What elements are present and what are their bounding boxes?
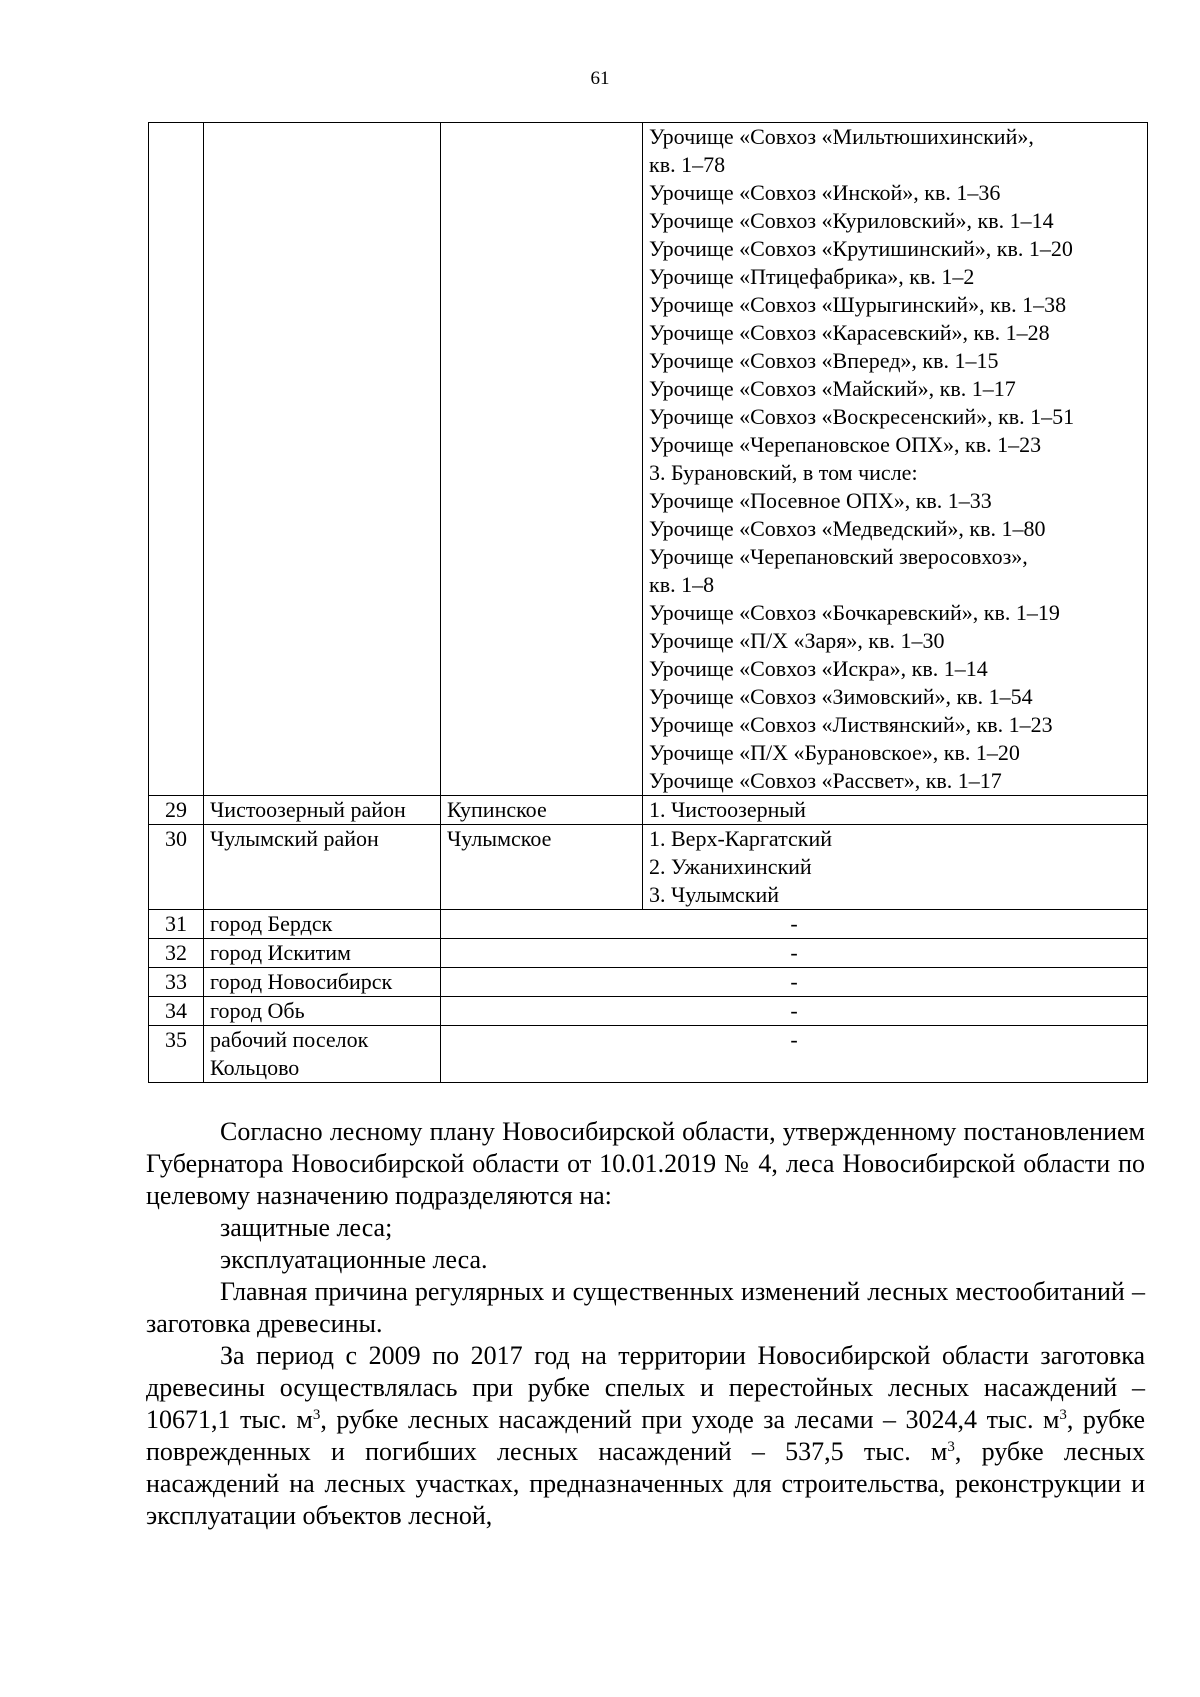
list-item-protective-forests: защитные леса; [220,1213,393,1242]
locality-line: Урочище «Совхоз «Карасевский», кв. 1–28 [649,320,1050,345]
cell-text: 35 [165,1027,187,1052]
empty-value-cell [441,997,1148,1026]
locality-line: 2. Ужанихинский [649,854,812,879]
locality-line: Урочище «Совхоз «Крутишинский», кв. 1–20 [649,236,1073,261]
num-cell [149,1026,204,1083]
forest-districts-table [148,122,1148,1083]
locality-line: Урочище «Совхоз «Мильтюшихинский», [649,124,1034,149]
superscript-cubic-3: 3 [947,1439,955,1455]
forestry-cell [441,825,643,910]
table-row [149,910,1148,939]
harvest-text-c: , рубке поврежденных и погибших лесных насаждений – 537,5 тыс. м [146,1405,1145,1466]
cell-text: Чулымский район [210,826,379,851]
locality-line: Урочище «Черепановский зверосовхоз», [649,544,1028,569]
cell-text: 30 [165,826,187,851]
locality-line: Урочище «Совхоз «Майский», кв. 1–17 [649,376,1016,401]
localities-cell [643,825,1148,910]
district-line: город Искитим [210,940,351,965]
locality-line: Урочище «Совхоз «Зимовский», кв. 1–54 [649,684,1033,709]
cell-text: - [790,940,798,965]
district-line: город Бердск [210,911,333,936]
localities-cell [643,123,1148,796]
localities-cell [643,796,1148,825]
locality-line: Урочище «Совхоз «Инской», кв. 1–36 [649,180,1001,205]
locality-line: Урочище «Совхоз «Вперед», кв. 1–15 [649,348,999,373]
district-cell [204,939,441,968]
locality-line: Урочище «Птицефабрика», кв. 1–2 [649,264,975,289]
cell-text: - [790,911,798,936]
num-cell [149,939,204,968]
locality-line: Урочище «Совхоз «Бочкаревский», кв. 1–19 [649,600,1060,625]
paragraph-main-cause: Главная причина регулярных и существенных изменений лесных местообитаний – заготовка древесины. [146,1277,1145,1338]
harvest-text-b: , рубке лесных насаждений при уходе за лесами – 3024,4 тыс. м [320,1405,1060,1434]
locality-line: Урочище «Посевное ОПХ», кв. 1–33 [649,488,992,513]
empty-value-cell [441,939,1148,968]
cell-text: 32 [165,940,187,965]
locality-line: Урочище «Совхоз «Медведский», кв. 1–80 [649,516,1046,541]
district-cell [204,796,441,825]
locality-line: кв. 1–78 [649,152,726,177]
district-line: Кольцово [210,1055,300,1080]
num-cell [149,123,204,796]
cell-text: Чистоозерный район [210,797,406,822]
cell-text: - [790,998,798,1023]
locality-line: Урочище «Совхоз «Искра», кв. 1–14 [649,656,988,681]
locality-line: Урочище «Совхоз «Листвянский», кв. 1–23 [649,712,1053,737]
superscript-cubic-1: 3 [312,1407,321,1423]
table-row [149,825,1148,910]
page-number: 61 [590,68,610,89]
cell-text: 34 [165,998,187,1023]
num-cell [149,825,204,910]
district-line: рабочий поселок [210,1027,369,1052]
district-line: город Новосибирск [210,969,393,994]
cell-text: Чулымское [447,826,552,851]
table-row [149,1026,1148,1083]
locality-line: кв. 1–8 [649,572,715,597]
district-line: город Обь [210,998,305,1023]
superscript-cubic-2: 3 [1059,1407,1067,1423]
table-row [149,997,1148,1026]
locality-line: Урочище «Совхоз «Шурыгинский», кв. 1–38 [649,292,1067,317]
district-cell [204,1026,441,1083]
empty-value-cell [441,1026,1148,1083]
body-text [146,1116,1145,1532]
district-cell [204,825,441,910]
locality-line: Урочище «Совхоз «Воскресенский», кв. 1–51 [649,404,1075,429]
num-cell [149,968,204,997]
locality-line: Урочище «Черепановское ОПХ», кв. 1–23 [649,432,1042,457]
cell-text: - [790,969,798,994]
paragraph-forest-plan: Согласно лесному плану Новосибирской области, утвержденному постановлением Губернатора Новосибирской области от 10.01.2019 № 4, леса Новосибирской области по целевому назначению подразделяются на: [146,1117,1145,1210]
locality-line: 1. Верх-Каргатский [649,826,833,851]
locality-line: Урочище «Совхоз «Куриловский», кв. 1–14 [649,208,1054,233]
forestry-cell [441,796,643,825]
cell-text: 29 [165,797,187,822]
table-row [149,796,1148,825]
num-cell [149,997,204,1026]
locality-line: Урочище «Совхоз «Рассвет», кв. 1–17 [649,768,1002,793]
district-cell [204,997,441,1026]
district-cell [204,968,441,997]
table-row [149,968,1148,997]
forestry-cell [441,123,643,796]
harvest-text-a: За период с 2009 по 2017 год на территории Новосибирской области заготовка древесины осуществлялась при рубке спелых и перестойных лесных насаждений – 10671,1 тыс. м [146,1341,1145,1434]
table-row [149,939,1148,968]
cell-text: 31 [165,911,187,936]
num-cell [149,796,204,825]
locality-line: Урочище «П/Х «Бурановское», кв. 1–20 [649,740,1020,765]
list-item-exploitation-forests: эксплуатационные леса. [220,1245,488,1274]
cell-text: 33 [165,969,187,994]
district-cell [204,910,441,939]
num-cell [149,910,204,939]
locality-line: 3. Бурановский, в том числе: [649,460,918,485]
locality-line: Урочище «П/Х «Заря», кв. 1–30 [649,628,945,653]
cell-text: - [790,1027,798,1052]
paragraph-harvest-volumes [146,1340,1145,1532]
empty-value-cell [441,968,1148,997]
empty-value-cell [441,910,1148,939]
cell-text: Купинское [447,797,547,822]
harvest-text-d: , рубке лесных насаждений на лесных участках, предназначенных для строительства, реконструкции и эксплуатации объектов лесной, [146,1437,1145,1530]
locality-line: 1. Чистоозерный [649,797,806,822]
district-cell [204,123,441,796]
table-row-continuation [149,123,1148,796]
locality-line: 3. Чулымский [649,882,780,907]
